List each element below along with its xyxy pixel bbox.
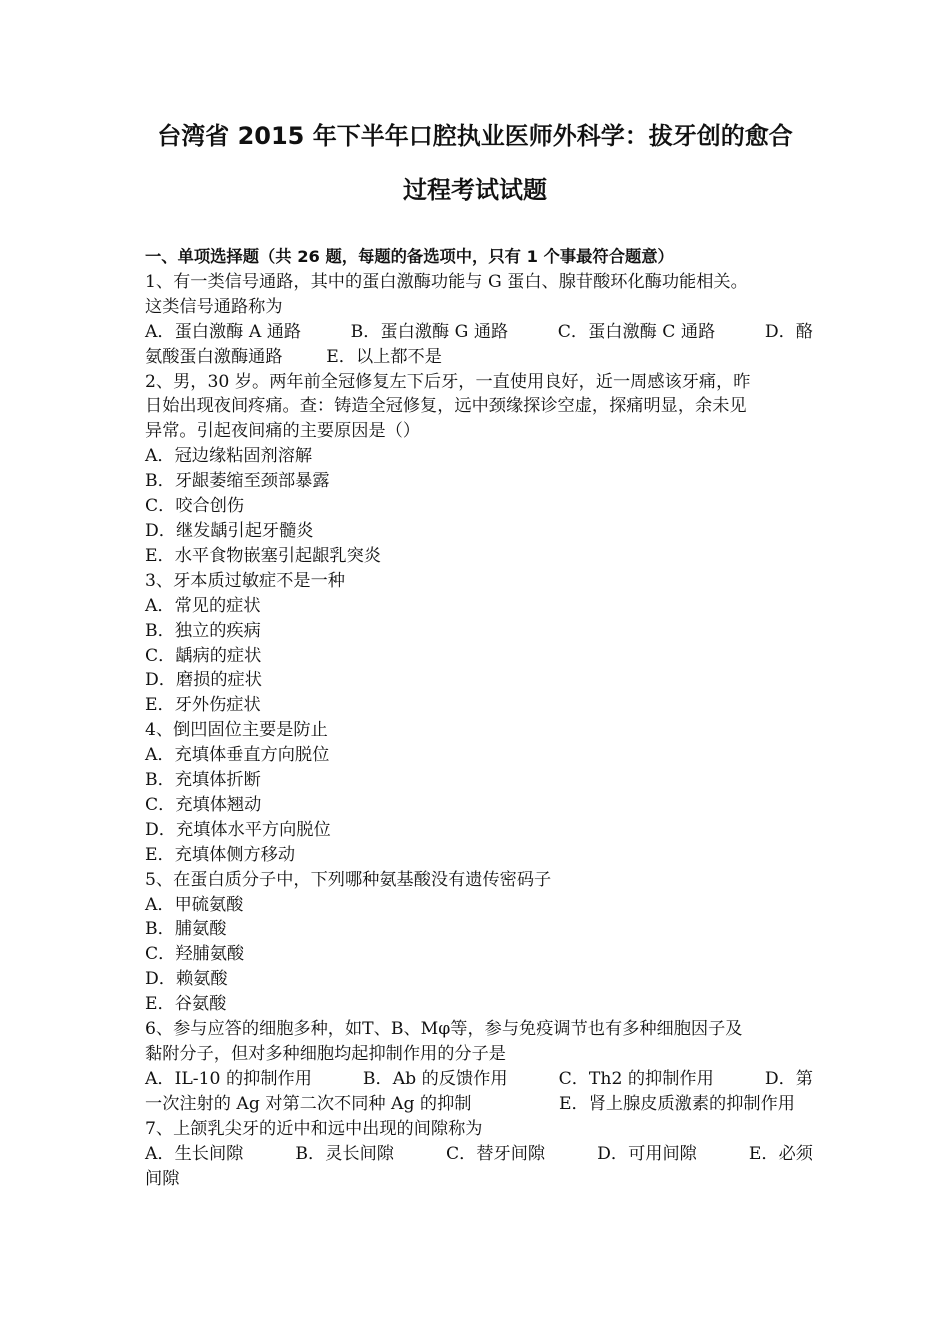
document-title-line-2: 过程考试试题 <box>403 176 547 204</box>
question-6-options-row <box>145 1067 813 1092</box>
question-4-option-c: C．充填体翘动 <box>145 794 262 815</box>
question-5-option-e: E．谷氨酸 <box>145 994 227 1015</box>
document-title-line-1: 台湾省 2015 年下半年口腔执业医师外科学：拔牙创的愈合 <box>157 122 793 150</box>
question-7-option-d: D．可用间隙 <box>597 1143 697 1164</box>
question-1-option-d-start: D．酪 <box>764 321 813 342</box>
question-3-option-b: B．独立的疾病 <box>145 620 261 641</box>
question-4-option-a: A．充填体垂直方向脱位 <box>145 745 330 766</box>
question-2-option-b: B．牙龈萎缩至颈部暴露 <box>145 471 330 492</box>
question-6-option-a: A．IL-10 的抑制作用 <box>145 1068 312 1089</box>
question-2-option-e: E．水平食物嵌塞引起龈乳突炎 <box>145 545 381 566</box>
question-4-option-e: E．充填体侧方移动 <box>145 844 296 865</box>
question-1-options-continuation: 氨酸蛋白激酶通路 E．以上都不是 <box>145 346 442 367</box>
question-5-option-b: B．脯氨酸 <box>145 919 227 940</box>
question-7-option-b: B．灵长间隙 <box>295 1143 394 1164</box>
question-7-option-a: A．生长间隙 <box>145 1143 244 1164</box>
question-5-option-c: C．羟脯氨酸 <box>145 944 245 965</box>
question-1-option-c: C．蛋白激酶 C 通路 <box>557 321 716 342</box>
question-3-stem: 3、牙本质过敏症不是一种 <box>145 570 345 591</box>
question-2-stem-line-1: 2、男，30 岁。两年前全冠修复左下后牙，一直使用良好，近一周感该牙痛，昨 <box>145 371 751 392</box>
question-6-option-d-start: D．第 <box>764 1068 813 1089</box>
question-6-option-c: C．Th2 的抑制作用 <box>558 1068 714 1089</box>
question-3-option-e: E．牙外伤症状 <box>145 695 261 716</box>
question-1-stem-line-2: 这类信号通路称为 <box>145 296 283 317</box>
question-content <box>145 245 813 1191</box>
question-1-options-row <box>145 320 813 345</box>
question-7-options-row <box>145 1142 813 1167</box>
question-7-stem: 7、上颌乳尖牙的近中和远中出现的间隙称为 <box>145 1118 483 1139</box>
question-3-option-a: A．常见的症状 <box>145 595 261 616</box>
question-3-option-c: C．龋病的症状 <box>145 645 262 666</box>
question-4-option-b: B．充填体折断 <box>145 770 261 791</box>
question-2-option-a: A．冠边缘粘固剂溶解 <box>145 446 313 467</box>
question-1-option-a: A．蛋白激酶 A 通路 <box>145 321 302 342</box>
question-2-stem-line-3: 异常。引起夜间痛的主要原因是（） <box>145 421 421 442</box>
question-6-stem-line-1: 6、参与应答的细胞多种，如T、B、Mφ等，参与免疫调节也有多种细胞因子及 <box>145 1019 743 1040</box>
section-heading: 一、单项选择题（共 26 题，每题的备选项中，只有 1 个事最符合题意） <box>145 247 674 266</box>
question-7-option-e-end: 间隙 <box>145 1168 180 1189</box>
question-3-option-d: D．磨损的症状 <box>145 670 262 691</box>
question-6-stem-line-2: 黏附分子，但对多种细胞均起抑制作用的分子是 <box>145 1044 506 1064</box>
question-6-option-d-end: 一次注射的 Ag 对第二次不同种 Ag 的抑制 <box>145 1093 472 1114</box>
question-7-option-e-start: E．必须 <box>748 1143 813 1164</box>
question-2-stem-line-2: 日始出现夜间疼痛。查：铸造全冠修复，远中颈缘探诊空虚，探痛明显，余未见 <box>145 396 747 417</box>
question-4-stem: 4、倒凹固位主要是防止 <box>145 720 328 741</box>
question-2-option-c: C．咬合创伤 <box>145 496 245 517</box>
question-6-options-continuation <box>145 1092 813 1117</box>
question-5-option-a: A．甲硫氨酸 <box>145 894 244 915</box>
question-7-option-c: C．替牙间隙 <box>446 1143 546 1164</box>
question-2-option-d: D．继发龋引起牙髓炎 <box>145 520 314 541</box>
question-4-option-d: D．充填体水平方向脱位 <box>145 819 331 840</box>
question-5-option-d: D．赖氨酸 <box>145 969 228 990</box>
question-5-stem: 5、在蛋白质分子中，下列哪种氨基酸没有遗传密码子 <box>145 869 552 890</box>
question-1-option-b: B．蛋白激酶 G 通路 <box>350 321 509 342</box>
question-1-stem-line-1: 1、有一类信号通路，其中的蛋白激酶功能与 G 蛋白、腺苷酸环化酶功能相关。 <box>145 271 748 292</box>
question-6-option-e: E．肾上腺皮质激素的抑制作用 <box>559 1093 795 1114</box>
question-6-option-b: B．Ab 的反馈作用 <box>362 1068 508 1089</box>
